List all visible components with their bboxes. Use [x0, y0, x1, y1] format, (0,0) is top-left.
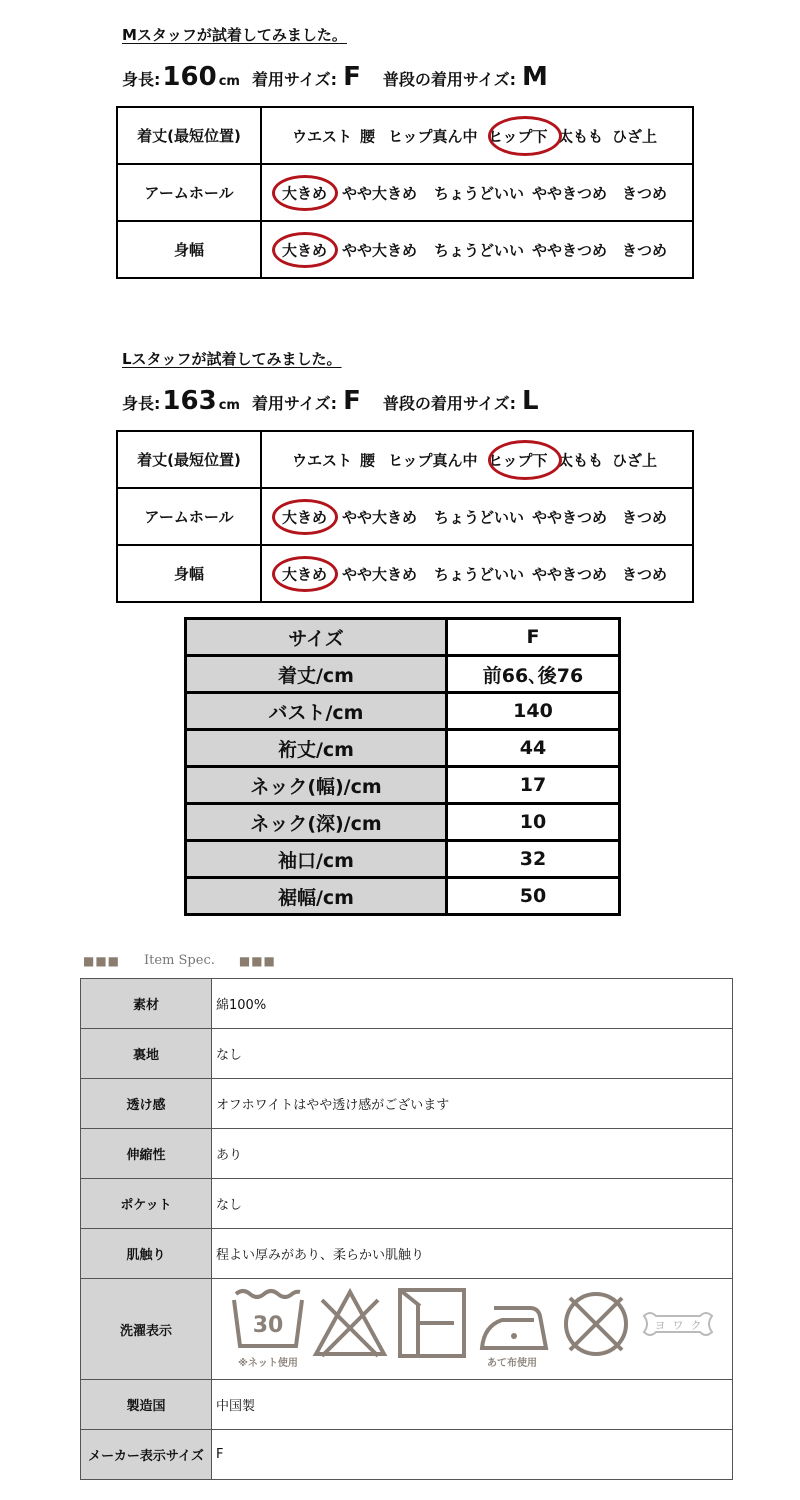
height-unit: cm: [218, 398, 240, 413]
fit-option: ややきつめ: [532, 241, 608, 259]
fit-row-armhole: [117, 488, 693, 545]
wear-size-value: F: [343, 386, 361, 416]
fit-option: ややきつめ: [532, 565, 608, 583]
fit-option: ウエスト: [292, 451, 353, 469]
size-row-value: 32: [447, 841, 620, 878]
fit-option: 大きめ: [282, 565, 328, 583]
size-row: [186, 693, 620, 730]
size-row-label: 裾幅/cm: [186, 878, 447, 915]
spec-row: [81, 979, 733, 1029]
spec-row-wash: [81, 1279, 733, 1380]
size-row: [186, 767, 620, 804]
spec-row: [81, 1079, 733, 1129]
size-row: [186, 841, 620, 878]
wring-weak-tag-icon: [640, 1286, 716, 1372]
fit-option: きつめ: [622, 184, 668, 202]
size-row: [186, 878, 620, 915]
wear-size-label: 着用サイズ:: [251, 394, 338, 413]
size-header-value: F: [447, 619, 620, 656]
usual-size-label: 普段の着用サイズ:: [382, 394, 516, 413]
spec-value: 中国製: [212, 1380, 733, 1430]
size-row-label: ネック(深)/cm: [186, 804, 447, 841]
staff-m-info: [122, 62, 548, 92]
spec-row: [81, 1129, 733, 1179]
fit-row-width: [117, 221, 693, 278]
height-unit: cm: [218, 74, 240, 89]
size-row-label: 裄丈/cm: [186, 730, 447, 767]
iron-icon: [476, 1286, 552, 1372]
spec-label: 素材: [81, 979, 212, 1029]
size-row-value: 140: [447, 693, 620, 730]
tag-char: ヨ: [654, 1319, 666, 1332]
height-label: 身長:: [122, 394, 161, 413]
fit-row-label: アームホール: [117, 488, 261, 545]
fit-row-length: [117, 431, 693, 488]
spec-label: ポケット: [81, 1179, 212, 1229]
size-row: [186, 804, 620, 841]
fit-option: 腰: [360, 451, 376, 469]
spec-label: 肌触り: [81, 1229, 212, 1279]
size-row-label: 着丈/cm: [186, 656, 447, 693]
height-value: 163: [162, 386, 217, 416]
spec-label: 透け感: [81, 1079, 212, 1129]
spec-value: オフホワイトはやや透け感がございます: [212, 1079, 733, 1129]
spec-label: 洗濯表示: [81, 1279, 212, 1380]
fit-option: ヒップ真ん中: [388, 451, 478, 469]
fit-option: ウエスト: [292, 127, 353, 145]
size-row-label: 袖口/cm: [186, 841, 447, 878]
heading-marks-right: ■■■: [238, 953, 276, 968]
fit-option: 太もも: [558, 451, 604, 469]
heading-marks-left: ■■■: [83, 953, 121, 968]
size-header-label: サイズ: [186, 619, 447, 656]
spec-label: メーカー表示サイズ: [81, 1430, 212, 1480]
fit-option: 大きめ: [282, 184, 328, 202]
selected-circle: [272, 232, 338, 268]
fit-option: ヒップ下: [488, 127, 548, 145]
item-spec-heading: [83, 953, 276, 968]
fit-table-m: [116, 106, 694, 279]
selected-circle: [272, 175, 338, 211]
iron-note: あて布使用: [487, 1358, 537, 1369]
fit-option: ちょうどいい: [434, 508, 525, 526]
fit-row-label: アームホール: [117, 164, 261, 221]
size-row-value: 前66､後76: [447, 656, 620, 693]
fit-options: [262, 222, 692, 277]
fit-row-width: [117, 545, 693, 602]
spec-value: あり: [212, 1129, 733, 1179]
height-value: 160: [162, 62, 217, 92]
wash-temp: 30: [252, 1313, 284, 1338]
fit-option: きつめ: [622, 241, 668, 259]
staff-m-title: Mスタッフが試着してみました。: [122, 26, 347, 44]
size-row-value: 50: [447, 878, 620, 915]
line-dry-shade-icon: [394, 1286, 470, 1372]
wear-size-value: F: [343, 62, 361, 92]
size-row-value: 17: [447, 767, 620, 804]
fit-option: 太もも: [558, 127, 604, 145]
tag-char: ク: [690, 1319, 702, 1332]
fit-row-length: [117, 107, 693, 164]
size-row: [186, 656, 620, 693]
fit-option: ちょうどいい: [434, 241, 525, 259]
spec-value: なし: [212, 1029, 733, 1079]
fit-option: ややきつめ: [532, 508, 608, 526]
fit-option: ややきつめ: [532, 184, 608, 202]
selected-circle: [272, 499, 338, 535]
size-row-value: 44: [447, 730, 620, 767]
staff-l-title: Lスタッフが試着してみました。: [122, 350, 342, 368]
staff-l-info: [122, 386, 539, 416]
size-header-row: [186, 619, 620, 656]
spec-value: 程よい厚みがあり、柔らかい肌触り: [212, 1229, 733, 1279]
fit-option: やや大きめ: [342, 565, 418, 583]
fit-option: ヒップ真ん中: [388, 127, 478, 145]
spec-value: なし: [212, 1179, 733, 1229]
selected-circle: [488, 116, 562, 156]
size-row: [186, 730, 620, 767]
size-row-value: 10: [447, 804, 620, 841]
wash-note: ※ネット使用: [238, 1358, 298, 1369]
fit-option: 大きめ: [282, 241, 328, 259]
fit-row-label: 着丈(最短位置): [117, 107, 261, 164]
tag-char: ワ: [672, 1319, 684, 1332]
fit-option: やや大きめ: [342, 184, 418, 202]
fit-row-armhole: [117, 164, 693, 221]
fit-options: [262, 165, 692, 220]
spec-row: [81, 1430, 733, 1480]
hand-wash-30-icon: [230, 1286, 306, 1372]
fit-table-l: [116, 430, 694, 603]
item-spec-title: Item Spec.: [144, 953, 215, 968]
spec-row: [81, 1229, 733, 1279]
fit-option: ちょうどいい: [434, 565, 525, 583]
wear-size-label: 着用サイズ:: [251, 70, 338, 89]
wash-icons: [216, 1286, 732, 1372]
usual-size-value: L: [521, 386, 539, 416]
fit-options: [262, 546, 692, 601]
selected-circle: [488, 440, 562, 480]
size-row-label: ネック(幅)/cm: [186, 767, 447, 804]
size-table: [184, 617, 621, 916]
spec-row: [81, 1380, 733, 1430]
fit-option: 大きめ: [282, 508, 328, 526]
fit-option: ちょうどいい: [434, 184, 525, 202]
usual-size-label: 普段の着用サイズ:: [382, 70, 516, 89]
no-bleach-icon: [312, 1286, 388, 1372]
fit-row-label: 着丈(最短位置): [117, 431, 261, 488]
fit-row-label: 身幅: [117, 545, 261, 602]
fit-option: やや大きめ: [342, 241, 418, 259]
height-label: 身長:: [122, 70, 161, 89]
usual-size-value: M: [521, 62, 548, 92]
spec-value: 綿100%: [212, 979, 733, 1029]
fit-option: ひざ上: [612, 451, 658, 469]
spec-label: 製造国: [81, 1380, 212, 1430]
fit-row-label: 身幅: [117, 221, 261, 278]
spec-row: [81, 1179, 733, 1229]
item-spec-table: [80, 978, 733, 1480]
fit-option: きつめ: [622, 565, 668, 583]
spec-label: 伸縮性: [81, 1129, 212, 1179]
no-dry-clean-icon: [558, 1286, 634, 1372]
fit-option: 腰: [360, 127, 376, 145]
spec-label: 裏地: [81, 1029, 212, 1079]
spec-value: F: [212, 1430, 733, 1480]
fit-options: [262, 432, 692, 487]
selected-circle: [272, 556, 338, 592]
fit-option: きつめ: [622, 508, 668, 526]
fit-option: ヒップ下: [488, 451, 548, 469]
fit-options: [262, 108, 692, 163]
fit-option: やや大きめ: [342, 508, 418, 526]
fit-options: [262, 489, 692, 544]
spec-row: [81, 1029, 733, 1079]
fit-option: ひざ上: [612, 127, 658, 145]
size-row-label: バスト/cm: [186, 693, 447, 730]
